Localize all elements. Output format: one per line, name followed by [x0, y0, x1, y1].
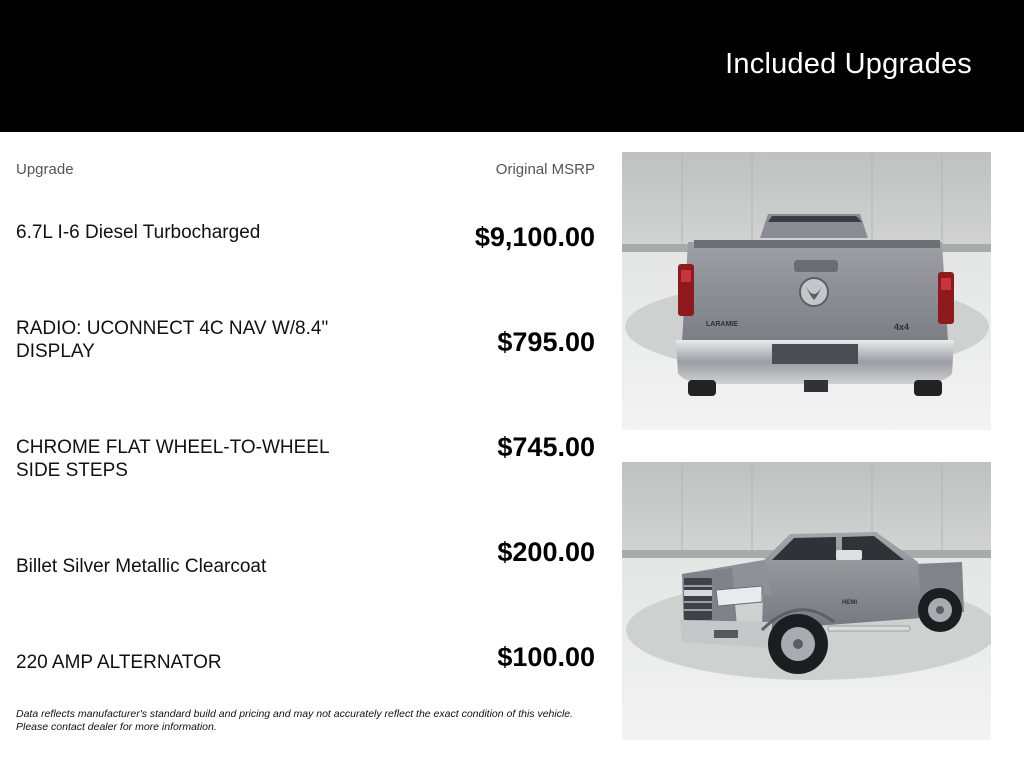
upgrade-name: Billet Silver Metallic Clearcoat [16, 556, 267, 577]
hemi-badge: HEMI [842, 600, 857, 606]
upgrade-name: 6.7L I-6 Diesel Turbocharged [16, 222, 261, 243]
upgrade-price: $745.00 [497, 432, 595, 462]
column-header-upgrade: Upgrade [16, 161, 74, 178]
upgrade-price: $9,100.00 [474, 222, 595, 252]
page-title: Included Upgrades [725, 48, 972, 80]
upgrade-price: $795.00 [497, 327, 595, 357]
four-by-four-badge: 4x4 [894, 322, 910, 332]
upgrade-price: $100.00 [497, 642, 595, 672]
truck-front-photo [622, 462, 991, 740]
truck-rear-photo [622, 152, 991, 430]
upgrade-name: RADIO: UCONNECT 4C NAV W/8.4" DISPLAY [16, 318, 329, 362]
upgrade-name: CHROME FLAT WHEEL-TO-WHEEL SIDE STEPS [16, 437, 329, 481]
upgrade-price: $200.00 [497, 537, 595, 567]
disclaimer-text: Data reflects manufacturer's standard build and pricing and may not accurately reflect the exact condition of this vehicle. Please contact dealer for more information. [16, 708, 574, 733]
upgrade-name: 220 AMP ALTERNATOR [16, 652, 222, 673]
laramie-badge: LARAMIE [706, 321, 738, 328]
column-header-msrp: Original MSRP [495, 161, 595, 178]
header-bar [0, 0, 1024, 132]
